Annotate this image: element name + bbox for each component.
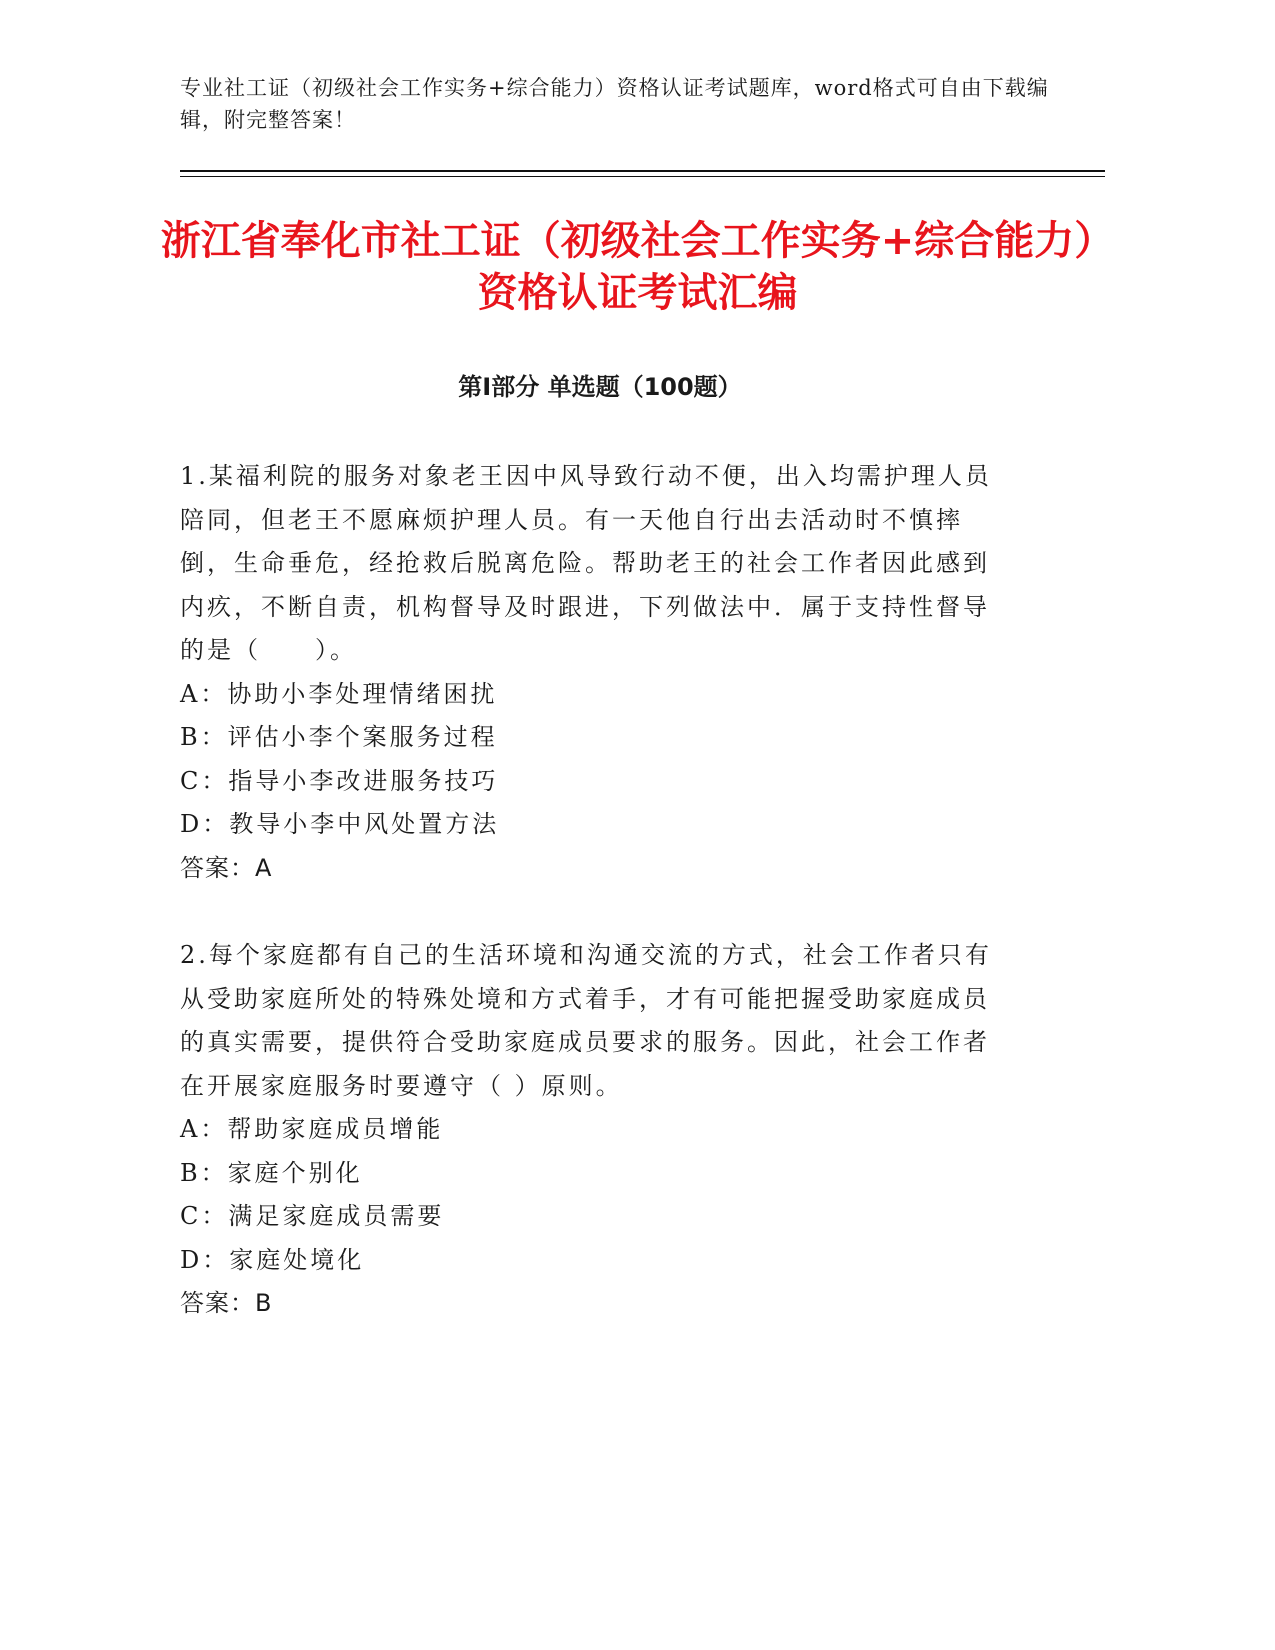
- option-d: D：家庭处境化: [180, 1245, 365, 1274]
- header-note: 专业社工证（初级社会工作实务+综合能力）资格认证考试题库，word格式可自由下载编辑，附完整答案！: [180, 76, 1049, 132]
- question-stem: 2.每个家庭都有自己的生活环境和沟通交流的方式，社会工作者只有从受助家庭所处的特殊处境和方式着手，才有可能把握受助家庭成员的真实需要，提供符合受助家庭成员要求的服务。因此，社会工作者在开展家庭服务时要遵守（ ）原则。: [180, 941, 992, 1100]
- option-d: D：教导小李中风处置方法: [180, 810, 500, 838]
- answer-label: 答案：A: [180, 853, 273, 882]
- question-1: [180, 455, 1015, 890]
- header-divider-thick: [180, 170, 1105, 172]
- option-c: C：满足家庭成员需要: [180, 1202, 445, 1230]
- question-stem: 1.某福利院的服务对象老王因中风导致行动不便，出入均需护理人员陪同，但老王不愿麻烦护理人员。有一天他自行出去活动时不慎摔倒，生命垂危，经抢救后脱离危险。帮助老王的社会工作者因此感到内疚，不断自责，机构督导及时跟进，下列做法中．属于支持性督导的是（ ）。: [180, 462, 992, 664]
- option-a: A：协助小李处理情绪困扰: [180, 679, 498, 708]
- header-divider-thin: [180, 176, 1105, 177]
- answer-label: 答案：B: [180, 1289, 273, 1317]
- option-c: C：指导小李改进服务技巧: [180, 766, 499, 795]
- document-title: 浙江省奉化市社工证（初级社会工作实务+综合能力）资格认证考试汇编: [160, 218, 1115, 316]
- option-a: A：帮助家庭成员增能: [180, 1115, 444, 1143]
- question-2: [180, 934, 1015, 1326]
- option-b: B：评估小李个案服务过程: [180, 723, 498, 751]
- section-heading: 第Ⅰ部分 单选题（100题）: [458, 373, 742, 401]
- option-b: B：家庭个别化: [180, 1158, 363, 1187]
